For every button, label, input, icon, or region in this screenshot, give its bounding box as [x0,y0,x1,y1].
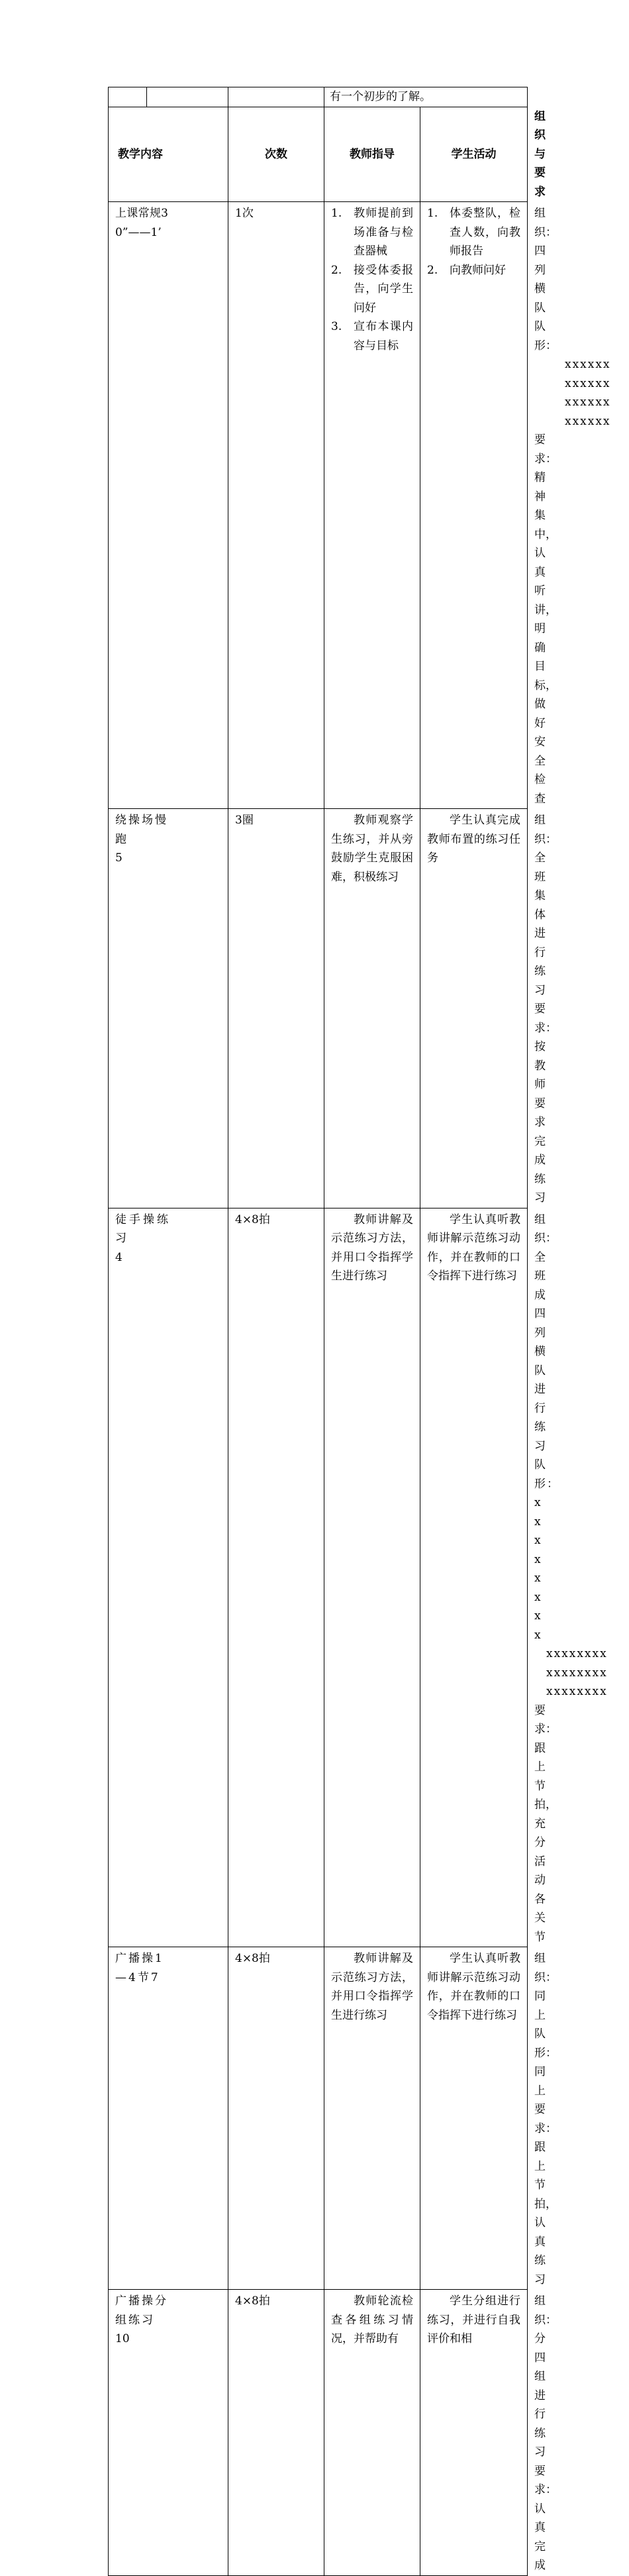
content-title: 绕操场慢跑 [115,814,168,846]
student-cell: 学生认真听教师讲解示范练习动作，并在教师的口令指挥下进行练习 [420,1947,528,2290]
continuation-row [109,87,528,107]
header-row: 教学内容 次数 教师指导 学生活动 组织与要求 [109,107,528,202]
content-title: 广播操分组练习 [115,2294,168,2327]
step-text: 体委整队，检查人数，向教师报告 [450,207,520,258]
empty-cell [109,87,147,107]
teacher-cell [324,202,420,809]
empty-cell [228,87,324,107]
content-title: 广播操1—4节7 [115,1952,164,1984]
step-number: 1. [331,207,342,220]
formation-diagram: xxxxxx xxxxxx xxxxxx xxxxxx [565,358,611,428]
header-content: 教学内容 [109,107,228,202]
teacher-cell: 教师讲解及示范练习方法，并用口令指挥学生进行练习 [324,1208,420,1947]
student-cell: 学生分组进行练习，并进行自我评价和相 [420,2290,528,2576]
content-time: 5 [115,851,122,865]
empty-cell [147,87,228,107]
student-cell: 学生认真完成教师布置的练习任务 [420,809,528,1208]
list-item [427,204,520,261]
table-row: 广播操1—4节7 4×8拍 教师讲解及示范练习方法，并用口令指挥学生进行练习 学生认真听教师讲解示范练习动作，并在教师的口令指挥下进行练习 组织：同上 队形：同上 要求：跟上节拍，认真练习 [109,1947,528,2290]
list-item [331,317,413,355]
student-cell [420,202,528,809]
step-text: 教师提前到场准备与检查器械 [354,207,413,258]
teacher-cell: 教师讲解及示范练习方法，并用口令指挥学生进行练习 [324,1947,420,2290]
step-number: 3. [331,320,342,333]
count-cell: 1次 [228,202,324,809]
step-number: 2. [427,263,438,277]
student-cell: 学生认真听教师讲解示范练习动作，并在教师的口令指挥下进行练习 [420,1208,528,1947]
content-cell [109,1208,228,1947]
continuation-text: 有一个初步的了解。 [324,87,528,107]
step-text: 向教师问好 [450,263,506,277]
count-cell: 4×8拍 [228,1208,324,1947]
content-text: 上课常规30”——1’ [115,207,168,239]
step-text: 接受体委报告，向学生问好 [354,263,413,315]
content-cell [109,2290,228,2576]
header-student: 学生活动 [420,107,528,202]
header-count: 次数 [228,107,324,202]
lesson-plan-table [108,87,611,2576]
list-item [331,261,413,318]
list-item [331,204,413,261]
content-cell [109,809,228,1208]
teacher-cell: 教师轮流检查各组练习情况，并帮助有 [324,2290,420,2576]
step-number: 2. [331,263,342,277]
count-cell: 3圈 [228,809,324,1208]
table-row: 徒手操练习 4 4×8拍 教师讲解及示范练习方法，并用口令指挥学生进行练习 学生认真听教师讲解示范练习动作，并在教师的口令指挥下进行练习 组织：全班成四列横队进行练习 队形：xxxxxxxx xxxxxxxx xxxxxxxx xxxxxxxx 要求：跟上节拍，充分活动各关节 [109,1208,528,1947]
count-cell: 4×8拍 [228,2290,324,2576]
content-cell [109,1947,228,2290]
teacher-cell: 教师观察学生练习，并从旁鼓励学生克服困难，积极练习 [324,809,420,1208]
content-time: 10 [115,2332,130,2345]
list-item [427,261,520,280]
content-title: 徒手操练习 [115,1212,171,1245]
count-cell: 4×8拍 [228,1947,324,2290]
formation-diagram: xxxxxxxx xxxxxxxx xxxxxxxx [546,1647,608,1698]
content-cell [109,202,228,809]
table-row: 上课常规30”——1’ 1次 1. 教师提前到场准备与检查器械 2. 接受体委报告，向学生问好 3. 宣布本课内容与目标 1. 体委整队，检查人数，向教师报告 2. 向教师问好 组织：四列横队 队形： xxxxxx xxxxxx xxxxxx xxxxxx 要求：精神集中，认真听讲，明确目标，做好安全检查 [109,202,528,809]
content-time: 4 [115,1250,122,1264]
table-row: 广播操分组练习 10 4×8拍 教师轮流检查各组练习情况，并帮助有 学生分组进行练习，并进行自我评价和相 组织：分四组进行练习 要求：认真完成 [109,2290,528,2576]
step-text: 宣布本课内容与目标 [354,320,413,352]
step-number: 1. [427,207,438,220]
table-row: 绕操场慢跑 5 3圈 教师观察学生练习，并从旁鼓励学生克服困难，积极练习 学生认真完成教师布置的练习任务 组织：全班集体进行练习 要求：按教师要求完成练习 [109,809,528,1208]
header-teacher: 教师指导 [324,107,420,202]
